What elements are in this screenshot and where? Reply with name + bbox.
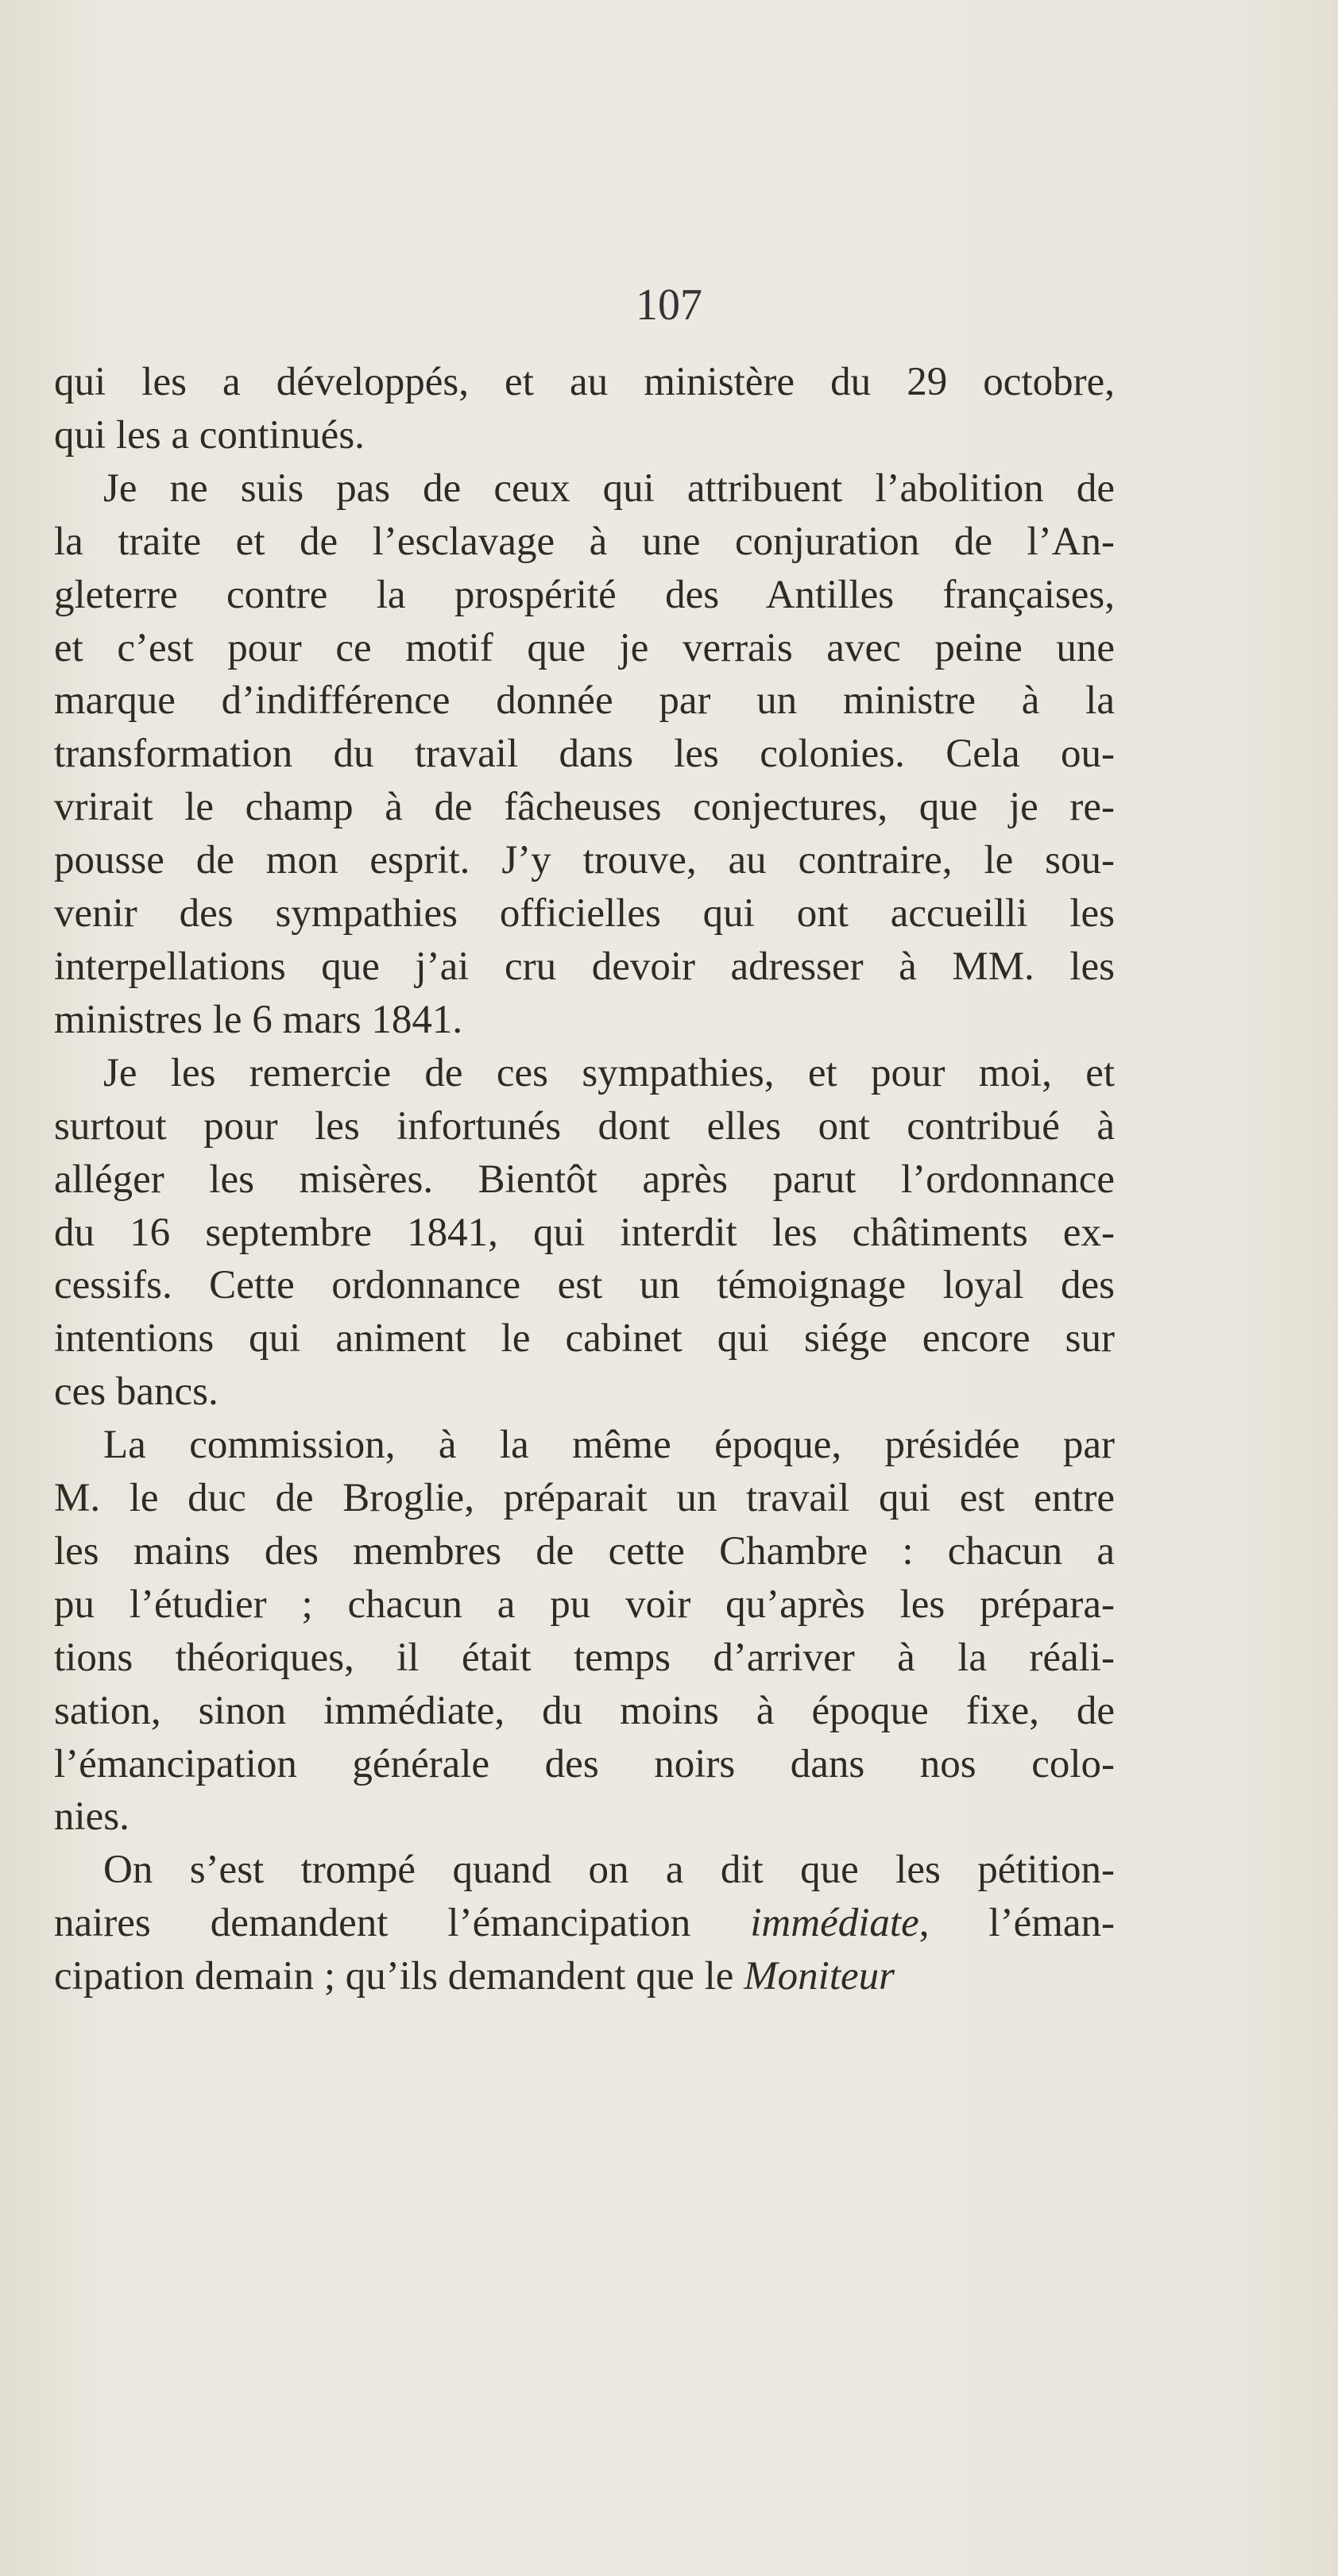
text-line: surtout pour les infortunés dont elles ont contribué à <box>54 1103 1115 1149</box>
text-line: sation, sinon immédiate, du moins à époque fixe, de <box>54 1688 1115 1733</box>
text-line: ces bancs. <box>54 1369 218 1415</box>
text-line: nies. <box>54 1794 130 1840</box>
text-line: interpellations que j’ai cru devoir adresser à MM. les <box>54 944 1115 989</box>
text-line: les mains des membres de cette Chambre : chacun a <box>54 1528 1115 1574</box>
italic-term: immédiate <box>750 1901 919 1946</box>
text-line: alléger les misères. Bientôt après parut l’ordonnance <box>54 1157 1115 1202</box>
text-line: venir des sympathies officielles qui ont accueilli les <box>54 891 1115 937</box>
body-text <box>54 356 1115 2003</box>
text-line: ministres le 6 mars 1841. <box>54 997 463 1042</box>
text-line: M. le duc de Broglie, préparait un travail qui est entre <box>54 1476 1115 1521</box>
text-line: Je les remercie de ces sympathies, et pour moi, et <box>103 1050 1115 1095</box>
text-line: vrirait le champ à de fâcheuses conjectures, que je re- <box>54 785 1115 830</box>
text-line: marque d’indifférence donnée par un ministre à la <box>54 678 1115 724</box>
text-line <box>54 1950 1115 2003</box>
text-line: intentions qui animent le cabinet qui siége encore sur <box>54 1316 1115 1361</box>
text-line: la traite et de l’esclavage à une conjuration de l’An- <box>54 519 1115 564</box>
text-line: l’émancipation générale des noirs dans nos colo- <box>54 1741 1115 1786</box>
text-line: gleterre contre la prospérité des Antilles françaises, <box>54 572 1115 617</box>
text-line: cessifs. Cette ordonnance est un témoignage loyal des <box>54 1263 1115 1308</box>
text-line <box>54 1897 1115 1950</box>
text-line: et c’est pour ce motif que je verrais avec peine une <box>54 625 1115 670</box>
text-line: tions théoriques, il était temps d’arriver à la réali- <box>54 1635 1115 1680</box>
text-line-segment: cipation demain ; qu’ils demandent que le <box>54 1954 744 1999</box>
text-line: pu l’étudier ; chacun a pu voir qu’après les prépara- <box>54 1582 1115 1627</box>
text-line-segment: , l’éman- <box>918 1901 1115 1946</box>
text-line: On s’est trompé quand on a dit que les pétition- <box>103 1848 1115 1893</box>
page-number: 107 <box>636 280 702 330</box>
text-line: qui les a continués. <box>54 412 365 458</box>
text-line: La commission, à la même époque, présidée par <box>103 1423 1115 1468</box>
text-line: Je ne suis pas de ceux qui attribuent l’abolition de <box>103 465 1115 511</box>
text-line: transformation du travail dans les colonies. Cela ou- <box>54 732 1115 777</box>
italic-term: Moniteur <box>744 1954 895 1999</box>
text-line: du 16 septembre 1841, qui interdit les châtiments ex- <box>54 1210 1115 1255</box>
text-line: pousse de mon esprit. J’y trouve, au contraire, le sou- <box>54 838 1115 883</box>
text-line-segment: naires demandent l’émancipation <box>54 1901 751 1946</box>
text-line: qui les a développés, et au ministère du 29 octobre, <box>54 360 1115 404</box>
